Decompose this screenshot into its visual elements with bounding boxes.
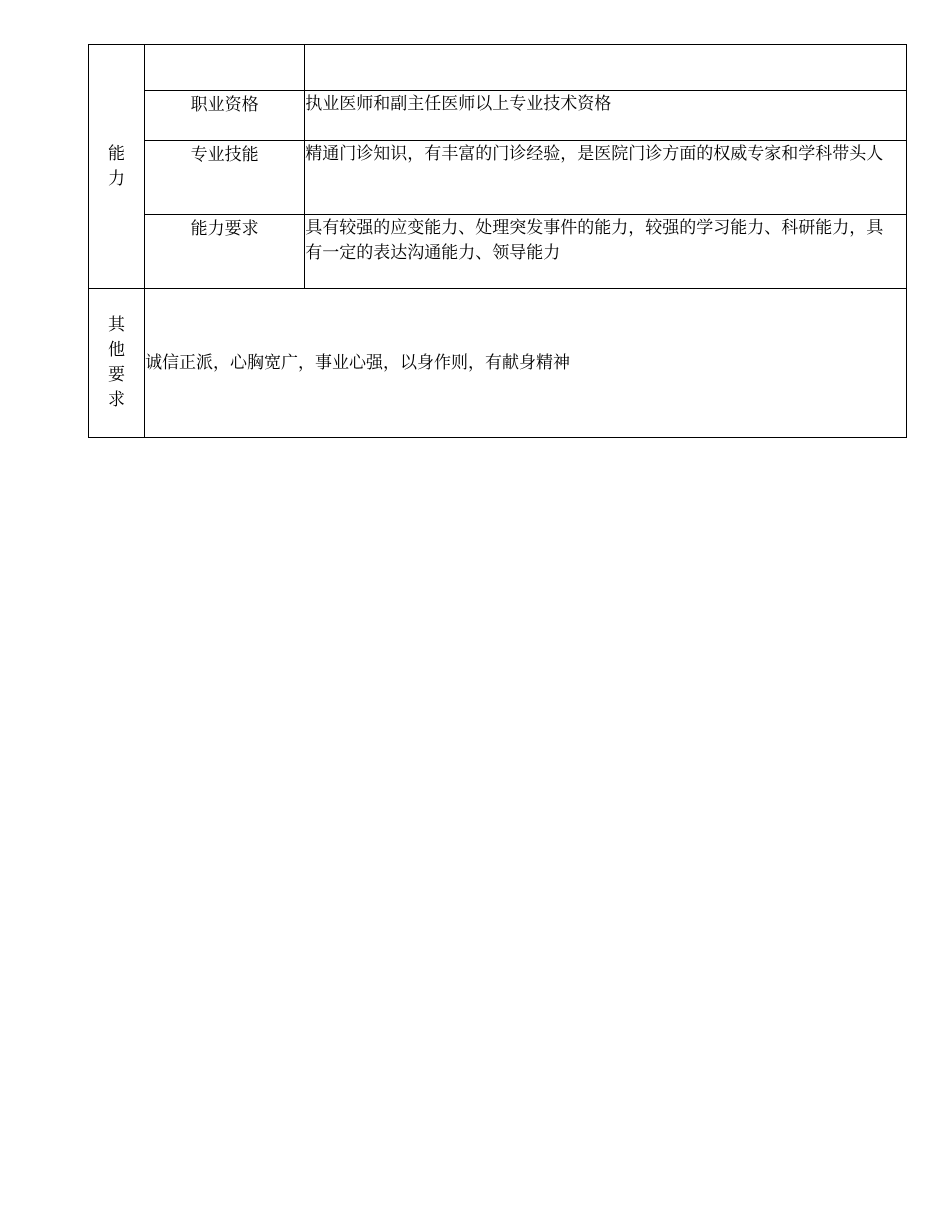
qualification-label: 职业资格 (145, 91, 305, 141)
skills-value: 精通门诊知识，有丰富的门诊经验，是医院门诊方面的权威专家和学科带头人 (305, 141, 907, 215)
ability-group-cell (89, 45, 145, 289)
ability-requirement-value: 具有较强的应变能力、处理突发事件的能力，较强的学习能力、科研能力，具有一定的表达沟通能力、领导能力 (305, 215, 907, 289)
table-row (89, 289, 907, 438)
table-row (89, 141, 907, 215)
qualification-value: 执业医师和副主任医师以上专业技术资格 (305, 91, 907, 141)
ability-requirement-label: 能力要求 (145, 215, 305, 289)
other-group-cell (89, 289, 145, 438)
table-row (89, 215, 907, 289)
row-value-cell (305, 45, 907, 91)
skills-label: 专业技能 (145, 141, 305, 215)
row-label-cell (145, 45, 305, 91)
ability-group-label: 能力 (108, 143, 126, 189)
requirements-table (88, 44, 907, 438)
table-row (89, 91, 907, 141)
other-group-label: 其他要求 (108, 315, 126, 410)
table-row (89, 45, 907, 91)
other-requirements-value: 诚信正派，心胸宽广，事业心强，以身作则，有献身精神 (145, 289, 907, 438)
